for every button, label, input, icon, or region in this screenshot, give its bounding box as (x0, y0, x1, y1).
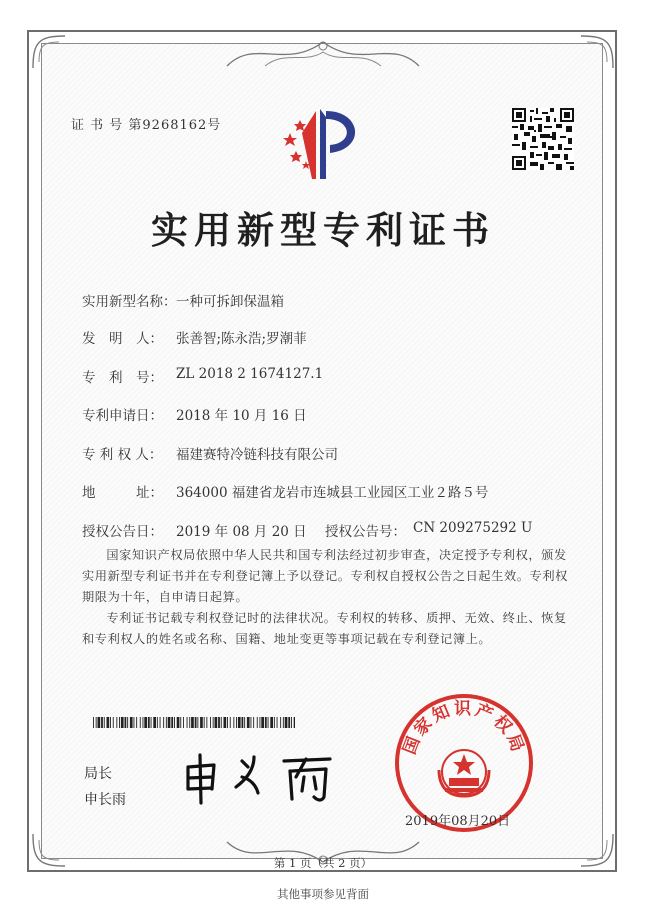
legal-status-paragraph: 专利证书记载专利权登记时的法律状况。专利权的转移、质押、无效、终止、恢复和专利权人的姓名或名称、国籍、地址变更等事项记载在专利登记簿上。 (82, 611, 567, 646)
page-indicator: 第 1 页（共 2 页） (273, 856, 373, 870)
grant-date-value: 2019 年 08 月 20 日 (176, 524, 307, 540)
utility-model-name-label: 实用新型名称： (82, 294, 177, 310)
filing-date-label: 专利申请日： (82, 408, 163, 424)
footer-note: 其他事项参见背面 (277, 887, 369, 901)
filing-date-value: 2018 年 10 月 16 日 (176, 408, 307, 424)
signatory-name: 申长雨 (84, 792, 126, 808)
patent-office-logo-icon (276, 103, 368, 183)
corner-ornament-top-left-icon (29, 32, 69, 72)
patent-number-value: ZL 2018 2 1674127.1 (176, 366, 324, 382)
corner-ornament-top-right-icon (577, 32, 617, 72)
address-value: 364000 福建省龙岩市连城县工业园区工业２路５号 (176, 485, 489, 501)
seal-date: 2019年08月20日 (405, 814, 511, 829)
svg-text:国家知识产权局 (400, 699, 529, 757)
utility-model-name-value: 一种可拆卸保温箱 (176, 294, 284, 310)
patentee-label: 专 利 权 人： (82, 447, 163, 463)
certificate-number: 证 书 号 第9268162号 (71, 118, 222, 133)
grant-date-label: 授权公告日： (82, 524, 163, 540)
inventor-value: 张善智;陈永浩;罗潮菲 (176, 331, 307, 347)
top-ornament-icon (225, 36, 421, 72)
patent-number-label: 专 利 号： (82, 370, 163, 386)
grant-statement-paragraph: 国家知识产权局依照中华人民共和国专利法经过初步审查，决定授予专利权，颁发实用新型专利证书并在专利登记簿上予以登记。专利权自授权公告之日起生效。专利权期限为十年，自申请日起算。 (82, 548, 568, 604)
qr-code-icon (512, 108, 574, 170)
seal-text: 国家知识产权局 (399, 699, 529, 758)
grant-number-label: 授权公告号： (325, 524, 406, 540)
barcode-icon (93, 717, 295, 728)
signatory-role: 局长 (84, 766, 112, 782)
grant-number-value: CN 209275292 U (413, 520, 533, 536)
certificate-title: 实用新型专利证书 (151, 208, 495, 252)
inventor-label: 发 明 人： (82, 331, 163, 347)
handwritten-signature (180, 747, 345, 807)
address-label: 地 址： (82, 485, 163, 501)
patentee-value: 福建赛特冷链科技有限公司 (176, 447, 338, 463)
